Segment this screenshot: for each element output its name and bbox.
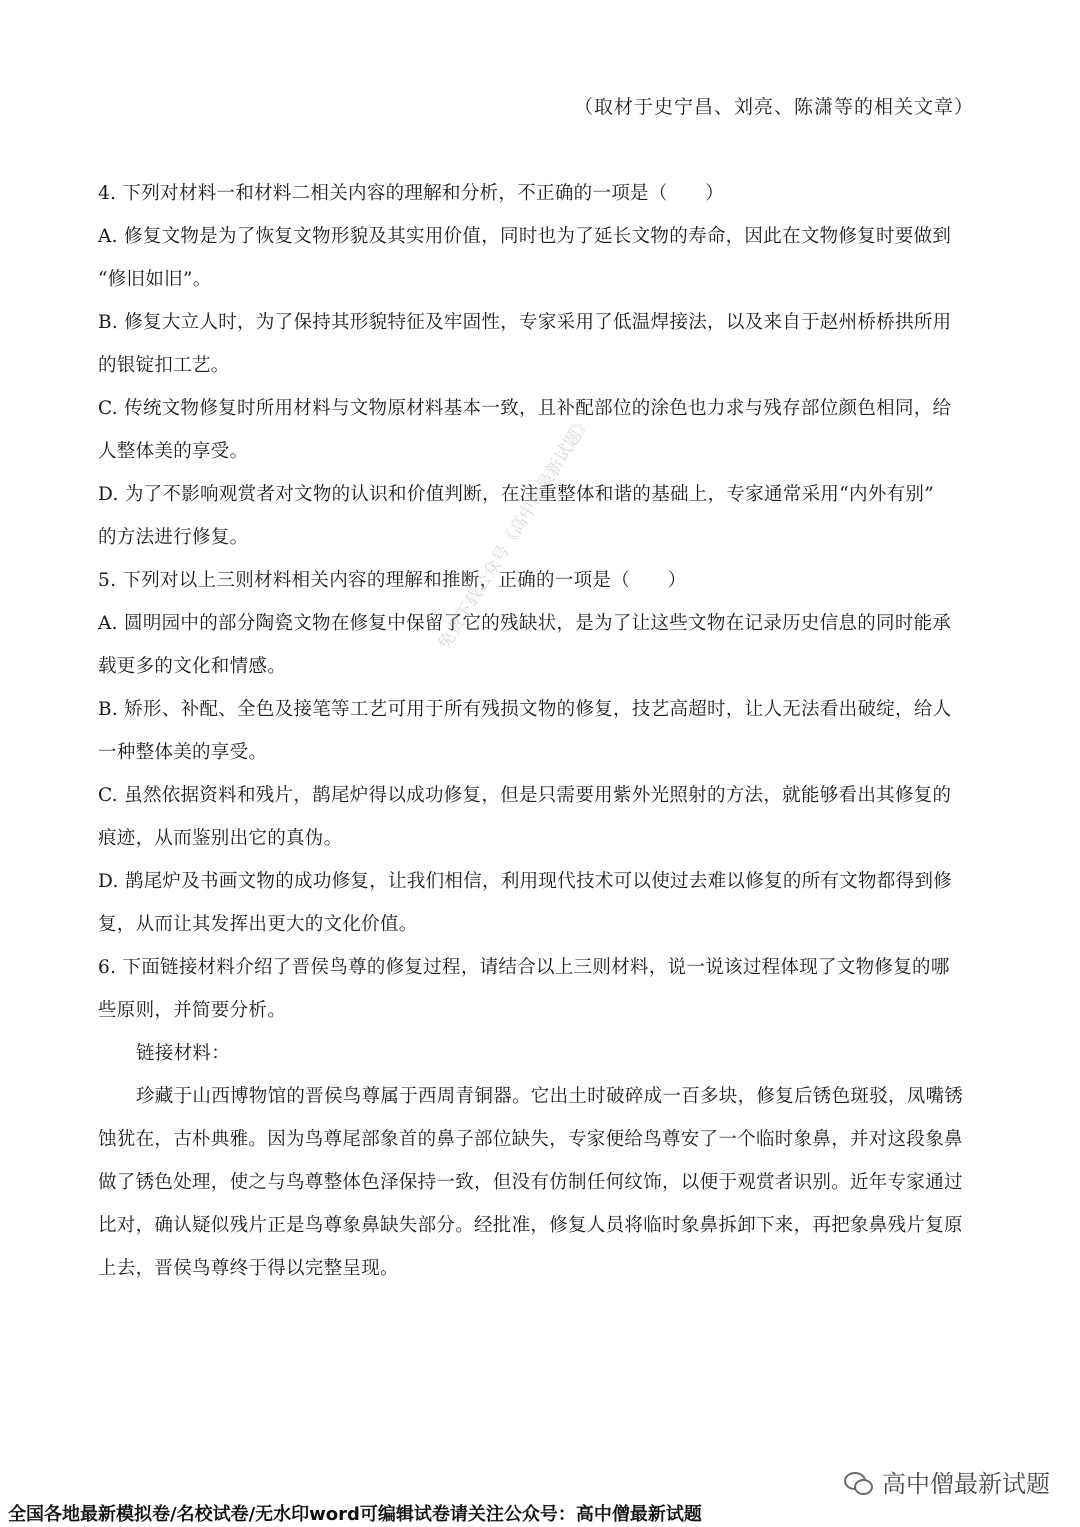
link-material-line: 蚀犹在，古朴典雅。因为鸟尊尾部象首的鼻子部位缺失，专家便给鸟尊安了一个临时象鼻，并对这段象鼻 (98, 1129, 963, 1150)
q4-option-a-cont: “修旧如旧”。 (98, 269, 212, 290)
footer-promo-text: 全国各地最新模拟卷/名校试卷/无水印word可编辑试卷请关注公众号：高中僧最新试题 (8, 1504, 702, 1525)
q5-stem: 5. 下列对以上三则材料相关内容的理解和推断，正确的一项是（ ） (98, 570, 687, 591)
q4-option-c: C. 传统文物修复时所用材料与文物原材料基本一致，且补配部位的涂色也力求与残存部位颜色相同，给 (98, 398, 952, 419)
q4-stem: 4. 下列对材料一和材料二相关内容的理解和分析，不正确的一项是（ ） (98, 183, 725, 204)
q5-option-b-cont: 一种整体美的享受。 (98, 742, 268, 763)
questions-body (98, 172, 978, 1290)
q5-option-a: A. 圆明园中的部分陶瓷文物在修复中保留了它的残缺状，是为了让这些文物在记录历史信息的同时能承 (98, 613, 952, 634)
link-material-line: 上去，晋侯鸟尊终于得以完整呈现。 (98, 1258, 399, 1279)
watermark: 免费下载公众号《高中僧最新试题》 (434, 411, 596, 654)
q4-option-b-cont: 的银锭扣工艺。 (98, 355, 230, 376)
q4-option-d-cont: 的方法进行修复。 (98, 527, 249, 548)
link-material-line: 珍藏于山西博物馆的晋侯鸟尊属于西周青铜器。它出土时破碎成一百多块，修复后锈色斑驳，凤嘴锈 (136, 1086, 964, 1107)
footer-brand (844, 1464, 1050, 1499)
q5-option-c-cont: 痕迹，从而鉴别出它的真伪。 (98, 828, 343, 849)
footer-brand-label: 高中僧最新试题 (882, 1470, 1050, 1498)
q6-stem-cont: 些原则，并简要分析。 (98, 1000, 287, 1021)
q5-option-c: C. 虽然依据资料和残片，鹊尾炉得以成功修复，但是只需要用紫外光照射的方法，就能够看出其修复的 (98, 785, 952, 806)
link-material-line: 做了锈色处理，使之与鸟尊整体色泽保持一致，但没有仿制任何纹饰，以便于观赏者识别。近年专家通过 (98, 1172, 963, 1193)
q4-option-a: A. 修复文物是为了恢复文物形貌及其实用价值，同时也为了延长文物的寿命，因此在文物修复时要做到 (98, 226, 952, 247)
link-material-line: 比对，确认疑似残片正是鸟尊象鼻缺失部分。经批准，修复人员将临时象鼻拆卸下来，再把象鼻残片复原 (98, 1215, 963, 1236)
wechat-icon (844, 1470, 874, 1494)
q5-option-a-cont: 载更多的文化和情感。 (98, 656, 287, 677)
q5-option-d-cont: 复，从而让其发挥出更大的文化价值。 (98, 914, 418, 935)
q5-option-b: B. 矫形、补配、全色及接笔等工艺可用于所有残损文物的修复，技艺高超时，让人无法看出破绽，给人 (98, 699, 952, 720)
q4-option-b: B. 修复大立人时，为了保持其形貌特征及牢固性，专家采用了低温焊接法，以及来自于赵州桥桥拱所用 (98, 312, 952, 333)
q4-option-c-cont: 人整体美的享受。 (98, 441, 249, 462)
q4-option-d: D. 为了不影响观赏者对文物的认识和价值判断，在注重整体和谐的基础上，专家通常采用“内外有别” (98, 484, 934, 505)
link-material (98, 1032, 978, 1290)
q5-option-d: D. 鹊尾炉及书画文物的成功修复，让我们相信，利用现代技术可以使过去难以修复的所有文物都得到修 (98, 871, 953, 892)
link-material-title: 链接材料： (136, 1043, 231, 1064)
q6-stem: 6. 下面链接材料介绍了晋侯鸟尊的修复过程，请结合以上三则材料，说一说该过程体现了文物修复的哪 (98, 957, 950, 978)
source-citation: （取材于史宁昌、刘亮、陈潇等的相关文章） (573, 96, 974, 118)
